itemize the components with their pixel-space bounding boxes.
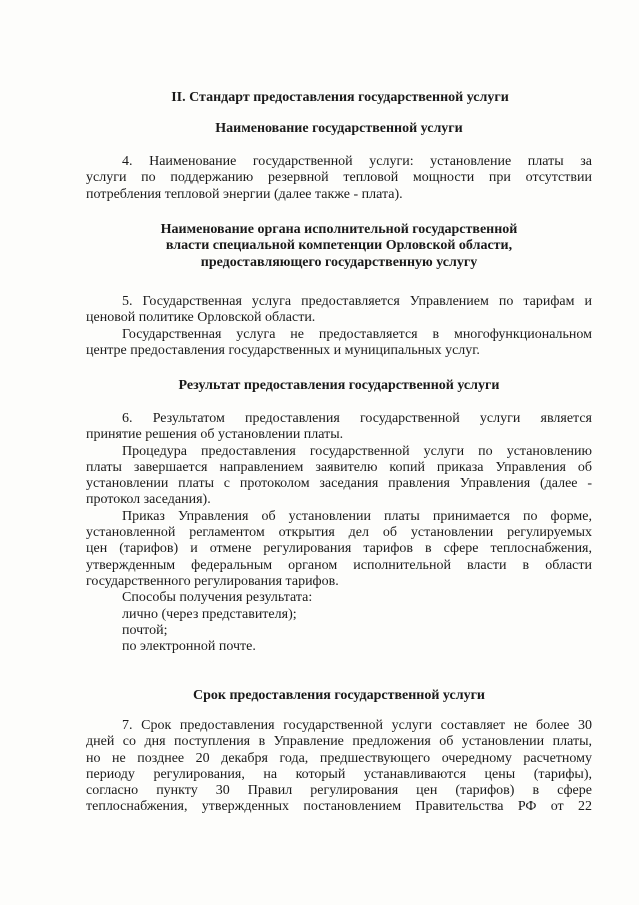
paragraph-4 [86, 154, 592, 203]
method-item: по электронной почте. [122, 639, 256, 655]
paragraph-line: 4. Наименование государственной услуги: установление платы за [122, 154, 592, 169]
paragraph-6 [86, 411, 592, 655]
paragraph-line: дней со дня поступления в Управление предложения об установлении платы, [86, 734, 592, 750]
method-label: Способы получения результата: [122, 590, 313, 606]
heading-term: Срок предоставления государственной услуги [193, 688, 485, 703]
paragraph-line: 6. Результатом предоставления государственной услуги является [122, 411, 592, 426]
heading-result: Результат предоставления государственной услуги [178, 378, 500, 393]
paragraph-line: Приказ Управления об установлении платы принимается по форме, [122, 508, 592, 524]
paragraph-line: Процедура предоставления государственной услуги по установлению [122, 443, 592, 459]
paragraph-line: 7. Срок предоставления государственной услуги составляет не более 30 [122, 718, 592, 733]
paragraph-line: установленной регламентом открытия дел об установлении регулируемых [86, 525, 592, 541]
paragraph-line: установлении платы с протоколом заседания правления Управления (далее - [86, 476, 592, 492]
heading-line: Наименование органа исполнительной государственной [160, 222, 518, 237]
paragraph-line: протокол заседания). [86, 492, 211, 508]
paragraph-line: Государственная услуга не предоставляется в многофункциональном [122, 326, 592, 342]
method-item: лично (через представителя); [122, 606, 297, 622]
paragraph-line: согласно пункту 30 Правил регулирования цен (тарифов) в сфере [86, 783, 592, 799]
heading-authority [86, 222, 592, 271]
paragraph-line: теплоснабжения, утвержденных постановлением Правительства РФ от 22 [86, 799, 592, 815]
heading-service-name: Наименование государственной услуги [215, 121, 463, 136]
paragraph-line: принятие решения об установлении платы. [86, 427, 344, 443]
paragraph-line: утвержденным федеральным органом исполнительной власти в области [86, 557, 592, 573]
paragraph-line: 5. Государственная услуга предоставляется Управлением по тарифам и [122, 294, 592, 309]
paragraph-line: периоду регулирования, на который устанавливаются цены (тарифы), [86, 766, 592, 782]
paragraph-line: потребления тепловой энергии (далее также - плата). [86, 186, 403, 202]
paragraph-line: центре предоставления государственных и муниципальных услуг. [86, 342, 480, 358]
method-item: почтой; [122, 622, 168, 638]
paragraph-line: ценовой политике Орловской области. [86, 310, 316, 326]
paragraph-line: платы завершается направлением заявителю копий приказа Управления об [86, 459, 592, 475]
section-title: II. Стандарт предоставления государственной услуги [171, 90, 509, 105]
paragraph-7 [86, 718, 592, 816]
paragraph-5 [86, 294, 592, 359]
paragraph-line: услуги по поддержанию резервной тепловой мощности при отсутствии [86, 170, 592, 186]
heading-line: власти специальной компетенции Орловской области, [165, 238, 513, 254]
paragraph-line: но не позднее 20 декабря года, предшествующего очередному расчетному [86, 750, 592, 766]
paragraph-line: государственного регулирования тарифов. [86, 573, 339, 589]
paragraph-line: цен (тарифов) и отмене регулирования тарифов в сфере теплоснабжения, [86, 541, 592, 557]
heading-line: предоставляющего государственную услугу [200, 254, 478, 270]
